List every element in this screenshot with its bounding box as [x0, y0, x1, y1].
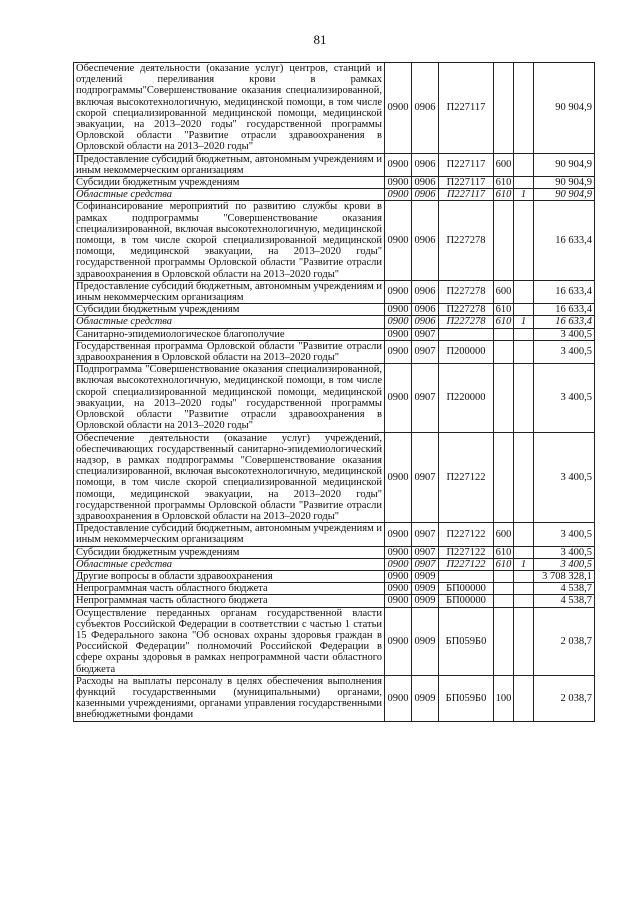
funding-source-cell: [514, 595, 534, 607]
target-article-cell: П227122: [439, 432, 494, 523]
funding-source-cell: 1: [514, 316, 534, 328]
funding-source-cell: [514, 523, 534, 546]
target-article-cell: [439, 570, 494, 582]
expense-name-cell: Подпрограмма "Совершенствование оказания специализированной, включая высокотехнологичную, медицинской помощи, в том числе скорой специализированной медицинской помощи, медицинской эвакуации, на 2013–2020 годы" государственной программы Орловской области "Развитие отрасли здравоохранения в Орловской области на 2013–2020 годы": [74, 364, 385, 432]
amount-cell: 90 904,9: [534, 153, 595, 176]
expense-type-cell: [494, 340, 514, 363]
expense-name-cell: Непрограммная часть областного бюджета: [74, 583, 385, 595]
amount-cell: 3 400,5: [534, 523, 595, 546]
expense-type-cell: [494, 570, 514, 582]
section-code-cell: 0900: [385, 177, 412, 189]
expense-name-cell: Другие вопросы в области здравоохранения: [74, 570, 385, 582]
funding-source-cell: [514, 280, 534, 303]
expense-name-cell: Расходы на выплаты персоналу в целях обеспечения выполнения функций государственными (муниципальными) органами, казенными учреждениями, органами управления государственными внебюджетными фондами: [74, 675, 385, 721]
funding-source-cell: [514, 328, 534, 340]
expense-name-cell: Областные средства: [74, 558, 385, 570]
funding-source-cell: [514, 153, 534, 176]
table-row: [74, 675, 595, 721]
target-article-cell: П227278: [439, 201, 494, 280]
expense-type-cell: 600: [494, 523, 514, 546]
target-article-cell: [439, 328, 494, 340]
expense-type-cell: [494, 364, 514, 432]
amount-cell: 16 633,4: [534, 316, 595, 328]
section-code-cell: 0900: [385, 523, 412, 546]
expense-type-cell: 610: [494, 189, 514, 201]
page-number: 81: [313, 32, 327, 47]
expense-name-cell: Субсидии бюджетным учреждениям: [74, 177, 385, 189]
expense-name-cell: Субсидии бюджетным учреждениям: [74, 304, 385, 316]
subsection-code-cell: 0906: [412, 304, 439, 316]
target-article-cell: П227122: [439, 558, 494, 570]
expense-type-cell: [494, 607, 514, 675]
table-row: [74, 189, 595, 201]
amount-cell: 90 904,9: [534, 63, 595, 154]
amount-cell: 2 038,7: [534, 675, 595, 721]
expense-type-cell: 100: [494, 675, 514, 721]
expense-type-cell: 610: [494, 546, 514, 558]
expense-name-cell: Софинансирование мероприятий по развитию службы крови в рамках подпрограммы "Совершенствование оказания специализированной, включая высокотехнологичную, медицинской помощи, в том числе скорой специализированной медицинской помощи, медицинской эвакуации, на 2013–2020 годы" государственной программы Орловской области "Развитие отрасли здравоохранения в Орловской области на 2013–2020 годы": [74, 201, 385, 280]
expense-name-cell: Субсидии бюджетным учреждениям: [74, 546, 385, 558]
amount-cell: 16 633,4: [534, 201, 595, 280]
expense-name-cell: Осуществление переданных органам государственной власти субъектов Российской Федерации в соответствии с частью 1 статьи 15 Федерального закона "Об основах охраны здоровья граждан в Российской Федерации" полномочий Российской Федерации в сфере охраны здоровья в рамках непрограммной части областного бюджета: [74, 607, 385, 675]
section-code-cell: 0900: [385, 570, 412, 582]
amount-cell: 90 904,9: [534, 189, 595, 201]
section-code-cell: 0900: [385, 189, 412, 201]
expense-type-cell: [494, 595, 514, 607]
expense-type-cell: 610: [494, 177, 514, 189]
amount-cell: 3 400,5: [534, 432, 595, 523]
expense-name-cell: Областные средства: [74, 316, 385, 328]
funding-source-cell: [514, 201, 534, 280]
table-row: [74, 304, 595, 316]
funding-source-cell: [514, 675, 534, 721]
target-article-cell: П227117: [439, 189, 494, 201]
funding-source-cell: [514, 63, 534, 154]
target-article-cell: П227117: [439, 177, 494, 189]
subsection-code-cell: 0906: [412, 201, 439, 280]
subsection-code-cell: 0907: [412, 432, 439, 523]
amount-cell: 4 538,7: [534, 595, 595, 607]
target-article-cell: БП059Б0: [439, 607, 494, 675]
expense-name-cell: Обеспечение деятельности (оказание услуг) центров, станций и отделений переливания крови в рамках подпрограммы"Совершенствование оказания специализированной, включая высокотехнологичную, медицинской помощи, в том числе скорой специализированной медицинской помощи, медицинской эвакуации, на 2013–2020 годы" государственной программы Орловской области "Развитие отрасли здравоохранения в Орловской области на 2013–2020 годы": [74, 63, 385, 154]
subsection-code-cell: 0906: [412, 189, 439, 201]
section-code-cell: 0900: [385, 280, 412, 303]
subsection-code-cell: 0907: [412, 328, 439, 340]
table-row: [74, 328, 595, 340]
table-row: [74, 558, 595, 570]
table-row: [74, 63, 595, 154]
section-code-cell: 0900: [385, 316, 412, 328]
section-code-cell: 0900: [385, 607, 412, 675]
target-article-cell: БП00000: [439, 595, 494, 607]
amount-cell: 3 400,5: [534, 546, 595, 558]
amount-cell: 3 708 328,1: [534, 570, 595, 582]
section-code-cell: 0900: [385, 201, 412, 280]
amount-cell: 3 400,5: [534, 364, 595, 432]
target-article-cell: П200000: [439, 340, 494, 363]
table-row: [74, 340, 595, 363]
target-article-cell: П227278: [439, 280, 494, 303]
expense-type-cell: [494, 432, 514, 523]
expense-type-cell: 610: [494, 316, 514, 328]
target-article-cell: БП00000: [439, 583, 494, 595]
target-article-cell: П227117: [439, 63, 494, 154]
subsection-code-cell: 0907: [412, 546, 439, 558]
amount-cell: 3 400,5: [534, 328, 595, 340]
subsection-code-cell: 0906: [412, 280, 439, 303]
target-article-cell: П227122: [439, 523, 494, 546]
funding-source-cell: [514, 432, 534, 523]
table-row: [74, 523, 595, 546]
table-row: [74, 280, 595, 303]
funding-source-cell: 1: [514, 558, 534, 570]
section-code-cell: 0900: [385, 558, 412, 570]
section-code-cell: 0900: [385, 340, 412, 363]
subsection-code-cell: 0909: [412, 607, 439, 675]
subsection-code-cell: 0907: [412, 364, 439, 432]
amount-cell: 16 633,4: [534, 280, 595, 303]
funding-source-cell: [514, 570, 534, 582]
expense-type-cell: [494, 201, 514, 280]
subsection-code-cell: 0909: [412, 675, 439, 721]
section-code-cell: 0900: [385, 153, 412, 176]
expense-type-cell: 600: [494, 153, 514, 176]
subsection-code-cell: 0907: [412, 340, 439, 363]
expense-name-cell: Государственная программа Орловской области "Развитие отрасли здравоохранения в Орловской области на 2013–2020 годы": [74, 340, 385, 363]
subsection-code-cell: 0906: [412, 153, 439, 176]
expense-type-cell: 610: [494, 304, 514, 316]
funding-source-cell: [514, 340, 534, 363]
amount-cell: 3 400,5: [534, 558, 595, 570]
section-code-cell: 0900: [385, 63, 412, 154]
expense-type-cell: 610: [494, 558, 514, 570]
table-row: [74, 153, 595, 176]
amount-cell: 90 904,9: [534, 177, 595, 189]
section-code-cell: 0900: [385, 595, 412, 607]
section-code-cell: 0900: [385, 364, 412, 432]
expense-type-cell: [494, 63, 514, 154]
funding-source-cell: [514, 583, 534, 595]
amount-cell: 2 038,7: [534, 607, 595, 675]
target-article-cell: БП059Б0: [439, 675, 494, 721]
table-row: [74, 570, 595, 582]
subsection-code-cell: 0907: [412, 523, 439, 546]
section-code-cell: 0900: [385, 432, 412, 523]
section-code-cell: 0900: [385, 583, 412, 595]
expense-name-cell: Непрограммная часть областного бюджета: [74, 595, 385, 607]
funding-source-cell: [514, 546, 534, 558]
expense-type-cell: [494, 328, 514, 340]
section-code-cell: 0900: [385, 675, 412, 721]
section-code-cell: 0900: [385, 304, 412, 316]
subsection-code-cell: 0906: [412, 316, 439, 328]
table-row: [74, 432, 595, 523]
expense-type-cell: [494, 583, 514, 595]
table-row: [74, 546, 595, 558]
target-article-cell: П227278: [439, 304, 494, 316]
target-article-cell: П227122: [439, 546, 494, 558]
expense-type-cell: 600: [494, 280, 514, 303]
target-article-cell: П227117: [439, 153, 494, 176]
expense-name-cell: Санитарно-эпидемиологическое благополучие: [74, 328, 385, 340]
table-row: [74, 583, 595, 595]
target-article-cell: П220000: [439, 364, 494, 432]
table-row: [74, 201, 595, 280]
amount-cell: 3 400,5: [534, 340, 595, 363]
expense-name-cell: Предоставление субсидий бюджетным, автономным учреждениям и иным некоммерческим организациям: [74, 523, 385, 546]
subsection-code-cell: 0906: [412, 177, 439, 189]
subsection-code-cell: 0909: [412, 570, 439, 582]
table-row: [74, 595, 595, 607]
funding-source-cell: [514, 304, 534, 316]
table-row: [74, 364, 595, 432]
budget-table: [73, 62, 595, 722]
expense-name-cell: Обеспечение деятельности (оказание услуг) учреждений, обеспечивающих государственный санитарно-эпидемиологический надзор, в рамках подпрограммы "Совершенствование оказания специализированной, включая высокотехнологичную, медицинской помощи, в том числе скорой специализированной медицинской помощи, медицинской эвакуации, на 2013–2020 годы" государственной программы Орловской области "Развитие отрасли здравоохранения в Орловской области на 2013–2020 годы": [74, 432, 385, 523]
expense-name-cell: Областные средства: [74, 189, 385, 201]
target-article-cell: П227278: [439, 316, 494, 328]
table-row: [74, 316, 595, 328]
subsection-code-cell: 0906: [412, 63, 439, 154]
funding-source-cell: 1: [514, 189, 534, 201]
funding-source-cell: [514, 607, 534, 675]
amount-cell: 4 538,7: [534, 583, 595, 595]
section-code-cell: 0900: [385, 328, 412, 340]
section-code-cell: 0900: [385, 546, 412, 558]
funding-source-cell: [514, 177, 534, 189]
amount-cell: 16 633,4: [534, 304, 595, 316]
table-row: [74, 607, 595, 675]
funding-source-cell: [514, 364, 534, 432]
subsection-code-cell: 0909: [412, 595, 439, 607]
subsection-code-cell: 0909: [412, 583, 439, 595]
subsection-code-cell: 0907: [412, 558, 439, 570]
expense-name-cell: Предоставление субсидий бюджетным, автономным учреждениям и иным некоммерческим организациям: [74, 153, 385, 176]
budget-table-body: [74, 63, 595, 722]
table-row: [74, 177, 595, 189]
expense-name-cell: Предоставление субсидий бюджетным, автономным учреждениям и иным некоммерческим организациям: [74, 280, 385, 303]
